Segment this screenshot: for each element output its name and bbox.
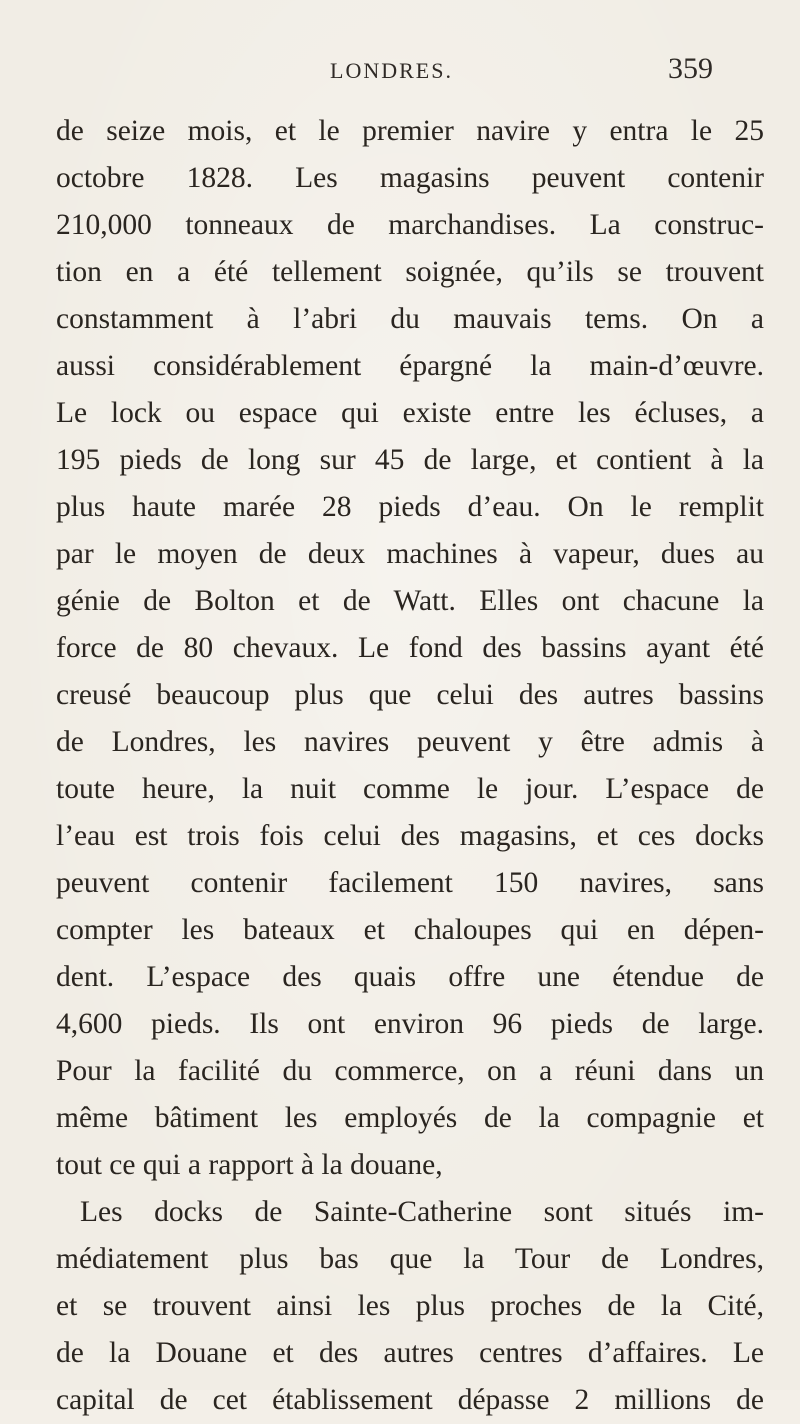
text-line: 195 pieds de long sur 45 de large, et contient à la xyxy=(56,444,764,476)
text-line: 4,600 pieds. Ils ont environ 96 pieds de large. xyxy=(56,1008,764,1040)
page-number: 359 xyxy=(668,52,713,85)
text-line: constamment à l’abri du mauvais tems. On a xyxy=(56,303,764,335)
text-line: et se trouvent ainsi les plus proches de la Cité, xyxy=(56,1290,764,1322)
text-line: médiatement plus bas que la Tour de Londres, xyxy=(56,1243,764,1275)
text-line: creusé beaucoup plus que celui des autres bassins xyxy=(56,679,764,711)
text-line: Pour la facilité du commerce, on a réuni dans un xyxy=(56,1055,764,1087)
text-line: Le lock ou espace qui existe entre les écluses, a xyxy=(56,397,764,429)
text-line: génie de Bolton et de Watt. Elles ont chacune la xyxy=(56,585,764,617)
text-line: aussi considérablement épargné la main-d’œuvre. xyxy=(56,350,764,382)
text-line: octobre 1828. Les magasins peuvent contenir xyxy=(56,162,764,194)
text-line: compter les bateaux et chaloupes qui en dépen- xyxy=(56,914,764,946)
text-line: Les docks de Sainte-Catherine sont situés im- xyxy=(80,1196,764,1228)
text-line: l’eau est trois fois celui des magasins, et ces docks xyxy=(56,820,764,852)
text-line: plus haute marée 28 pieds d’eau. On le remplit xyxy=(56,491,764,523)
text-line: toute heure, la nuit comme le jour. L’espace de xyxy=(56,773,764,805)
text-line: peuvent contenir facilement 150 navires, sans xyxy=(56,867,764,899)
text-line: capital de cet établissement dépasse 2 millions de xyxy=(56,1384,764,1416)
text-line: de seize mois, et le premier navire y entra le 25 xyxy=(56,115,764,147)
running-title: LONDRES. xyxy=(330,58,453,83)
text-line: 210,000 tonneaux de marchandises. La construc- xyxy=(56,209,764,241)
text-line: tion en a été tellement soignée, qu’ils se trouvent xyxy=(56,256,764,288)
body-text xyxy=(56,108,764,1424)
text-line: force de 80 chevaux. Le fond des bassins ayant été xyxy=(56,632,764,664)
text-line: même bâtiment les employés de la compagnie et xyxy=(56,1102,764,1134)
text-line: par le moyen de deux machines à vapeur, dues au xyxy=(56,538,764,570)
text-line: de Londres, les navires peuvent y être admis à xyxy=(56,726,764,758)
running-head xyxy=(0,52,800,92)
text-line: dent. L’espace des quais offre une étendue de xyxy=(56,961,764,993)
text-line: tout ce qui a rapport à la douane, xyxy=(56,1149,443,1181)
text-line: de la Douane et des autres centres d’affaires. Le xyxy=(56,1337,764,1369)
